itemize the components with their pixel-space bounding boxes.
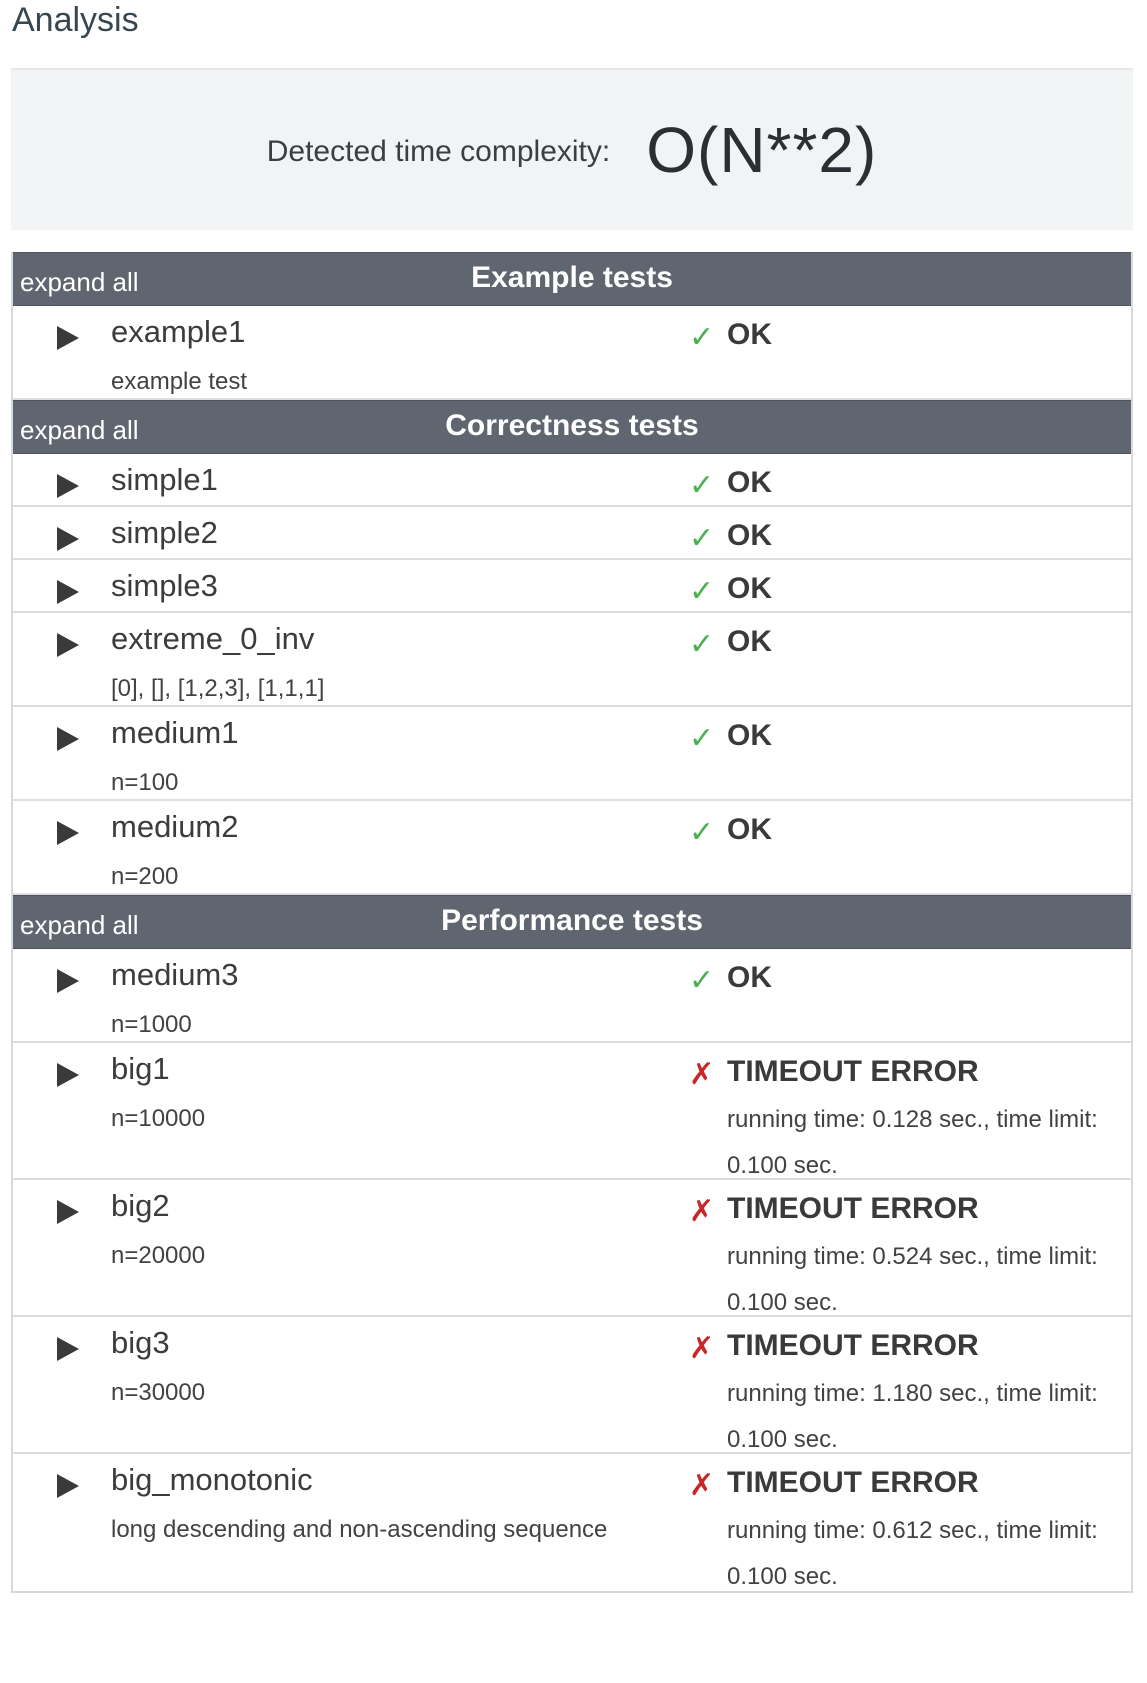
status-text: OK xyxy=(727,466,772,499)
expand-triangle-icon[interactable] xyxy=(57,633,79,657)
complexity-value: O(N**2) xyxy=(646,114,878,186)
check-icon: ✓ xyxy=(689,964,715,997)
status-text: OK xyxy=(727,572,772,605)
test-name: simple1 xyxy=(111,462,218,497)
test-name: big3 xyxy=(111,1325,170,1360)
test-name: big_monotonic xyxy=(111,1462,313,1497)
status-detail: running time: 0.524 sec., time limit: 0.100 sec. xyxy=(727,1243,1098,1316)
test-row[interactable] xyxy=(13,613,1131,707)
test-name: extreme_0_inv xyxy=(111,621,315,656)
status-text: TIMEOUT ERROR xyxy=(727,1329,979,1362)
section-title: Performance tests xyxy=(441,904,703,937)
test-description: long descending and non-ascending sequence xyxy=(111,1516,608,1543)
status-text: OK xyxy=(727,719,772,752)
test-name: simple3 xyxy=(111,568,218,603)
status-text: OK xyxy=(727,961,772,994)
cross-icon: ✗ xyxy=(689,1469,715,1502)
status-text: TIMEOUT ERROR xyxy=(727,1192,979,1225)
test-row[interactable] xyxy=(13,1317,1131,1454)
expand-triangle-icon[interactable] xyxy=(57,580,79,604)
expand-triangle-icon[interactable] xyxy=(57,1063,79,1087)
test-name: simple2 xyxy=(111,515,218,550)
expand-all-link[interactable]: expand all xyxy=(20,267,139,297)
complexity-label: Detected time complexity: xyxy=(266,135,611,168)
cross-icon: ✗ xyxy=(689,1195,715,1228)
test-results-table xyxy=(11,252,1133,1593)
cross-icon: ✗ xyxy=(689,1058,715,1091)
section-title: Example tests xyxy=(471,261,673,294)
test-row[interactable] xyxy=(13,1180,1131,1317)
test-row[interactable] xyxy=(13,454,1131,507)
expand-all-link[interactable]: expand all xyxy=(20,910,139,940)
test-description: n=100 xyxy=(111,769,179,796)
status-text: OK xyxy=(727,519,772,552)
status-detail: running time: 0.612 sec., time limit: 0.100 sec. xyxy=(727,1517,1098,1590)
expand-triangle-icon[interactable] xyxy=(57,326,79,350)
expand-all-link[interactable]: expand all xyxy=(20,415,139,445)
test-name: big2 xyxy=(111,1188,170,1223)
test-description: n=30000 xyxy=(111,1379,206,1406)
expand-triangle-icon[interactable] xyxy=(57,727,79,751)
check-icon: ✓ xyxy=(689,722,715,755)
complexity-panel xyxy=(11,68,1133,230)
check-icon: ✓ xyxy=(689,575,715,608)
check-icon: ✓ xyxy=(689,321,715,354)
expand-triangle-icon[interactable] xyxy=(57,527,79,551)
test-name: medium1 xyxy=(111,715,239,750)
status-detail: running time: 1.180 sec., time limit: 0.100 sec. xyxy=(727,1380,1098,1453)
section-title: Correctness tests xyxy=(445,409,699,442)
expand-triangle-icon[interactable] xyxy=(57,969,79,993)
section-header xyxy=(13,252,1131,306)
section-header xyxy=(13,400,1131,454)
test-description: n=20000 xyxy=(111,1242,206,1269)
test-description: n=200 xyxy=(111,863,179,890)
cross-icon: ✗ xyxy=(689,1332,715,1365)
check-icon: ✓ xyxy=(689,816,715,849)
status-text: OK xyxy=(727,625,772,658)
check-icon: ✓ xyxy=(689,628,715,661)
test-description: n=10000 xyxy=(111,1105,206,1132)
expand-triangle-icon[interactable] xyxy=(57,1474,79,1498)
check-icon: ✓ xyxy=(689,522,715,555)
status-text: OK xyxy=(727,318,772,351)
status-text: OK xyxy=(727,813,772,846)
test-row[interactable] xyxy=(13,1043,1131,1180)
section-header xyxy=(13,895,1131,949)
test-description: example test xyxy=(111,368,248,395)
page-title: Analysis xyxy=(12,1,139,39)
expand-triangle-icon[interactable] xyxy=(57,821,79,845)
test-name: big1 xyxy=(111,1051,170,1086)
test-row[interactable] xyxy=(13,1454,1131,1591)
status-text: TIMEOUT ERROR xyxy=(727,1055,979,1088)
test-row[interactable] xyxy=(13,949,1131,1043)
expand-triangle-icon[interactable] xyxy=(57,1337,79,1361)
test-description: [0], [], [1,2,3], [1,1,1] xyxy=(111,675,325,702)
test-row[interactable] xyxy=(13,560,1131,613)
check-icon: ✓ xyxy=(689,469,715,502)
status-detail: running time: 0.128 sec., time limit: 0.100 sec. xyxy=(727,1106,1098,1179)
test-row[interactable] xyxy=(13,707,1131,801)
test-name: medium2 xyxy=(111,809,239,844)
status-text: TIMEOUT ERROR xyxy=(727,1466,979,1499)
test-name: example1 xyxy=(111,314,246,349)
test-row[interactable] xyxy=(13,306,1131,400)
expand-triangle-icon[interactable] xyxy=(57,1200,79,1224)
expand-triangle-icon[interactable] xyxy=(57,474,79,498)
test-row[interactable] xyxy=(13,507,1131,560)
test-description: n=1000 xyxy=(111,1011,192,1038)
test-name: medium3 xyxy=(111,957,239,992)
test-row[interactable] xyxy=(13,801,1131,895)
